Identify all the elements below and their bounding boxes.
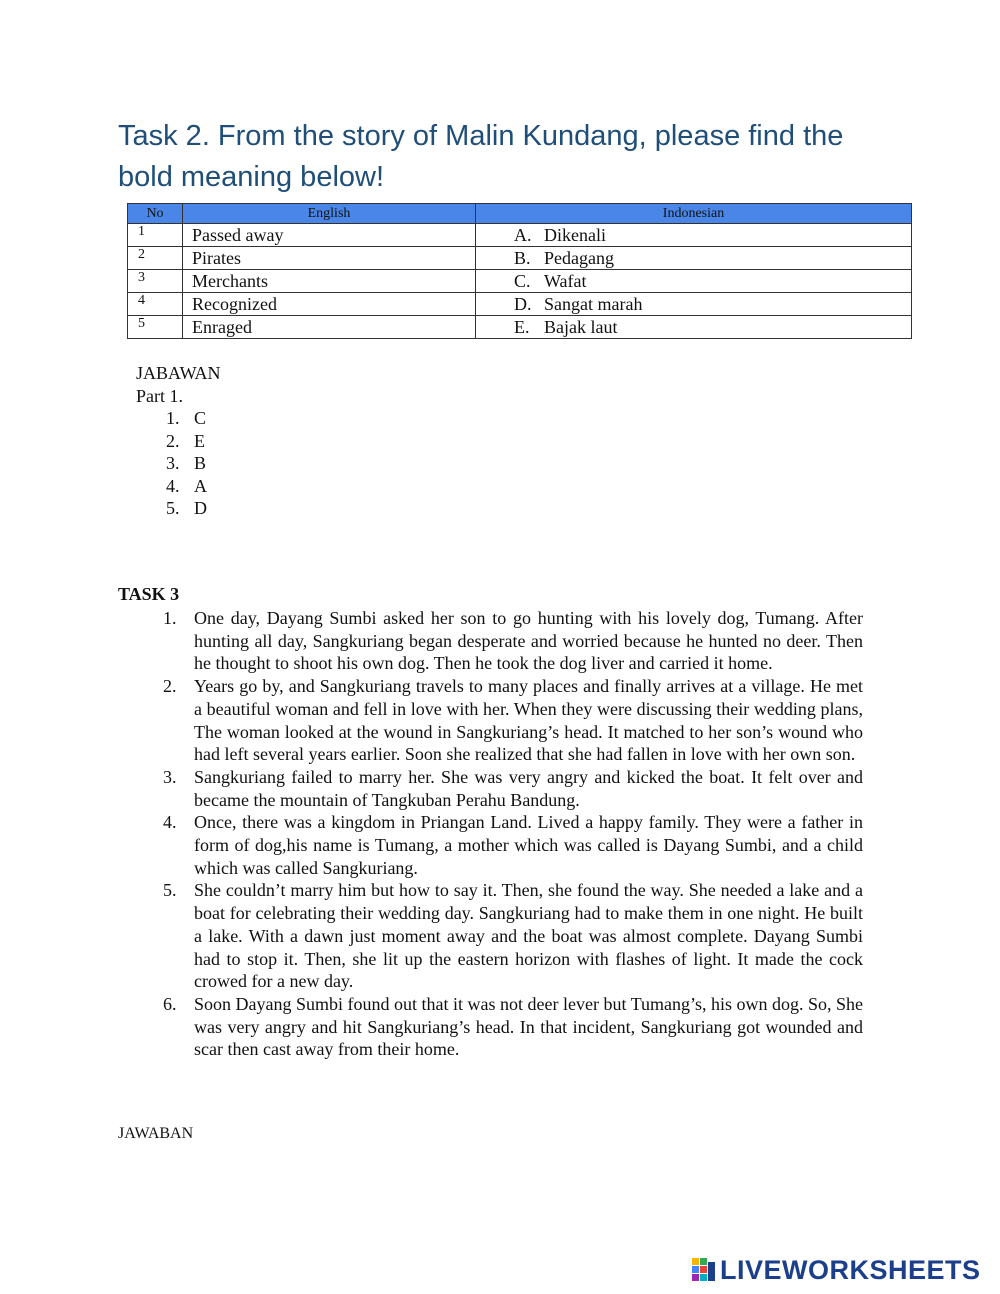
column-header-indonesian: Indonesian (476, 204, 912, 224)
vocabulary-table (127, 203, 912, 339)
answer-list (136, 407, 221, 520)
answers-section (136, 362, 221, 520)
answer-value: E (194, 430, 205, 451)
blocks-icon (692, 1258, 716, 1282)
answer-number: 5. (166, 498, 180, 518)
english-word: Merchants (183, 270, 476, 293)
row-number: 5 (128, 316, 183, 339)
indonesian-option (476, 293, 912, 316)
english-word: Recognized (183, 293, 476, 316)
answer-number: 3. (166, 453, 180, 473)
answers-heading: JABAWAN (136, 363, 221, 383)
option-letter: D. (514, 293, 532, 314)
item-text: One day, Dayang Sumbi asked her son to go hunting with his lovely dog, Tumang. After hunting all day, Sangkuriang began desperate and worried because he hunted no deer. Then he thought to shoot his own dog. Then he took the dog liver and carried it home. (194, 608, 863, 674)
task3-answer-label: JAWABAN (118, 1125, 194, 1142)
list-item (163, 675, 863, 766)
table-row (128, 316, 912, 339)
column-header-english: English (183, 204, 476, 224)
answer-value: B (194, 453, 207, 473)
indonesian-option (476, 270, 912, 293)
english-word: Pirates (183, 247, 476, 270)
table-row (128, 270, 912, 293)
logo-text: LIVEWORKSHEETS (720, 1254, 981, 1285)
answer-number: 1. (166, 408, 180, 428)
indonesian-option (476, 247, 912, 270)
option-text: Dikenali (544, 224, 606, 245)
list-item (163, 607, 863, 675)
row-number: 1 (128, 224, 183, 247)
item-text: Once, there was a kingdom in Priangan Land. Lived a happy family. They were a father in form of dog,his name is Tumang, a mother which was called is Dayang Sumbi, and a child which was called Sangkuriang. (194, 812, 863, 878)
task2-title: Task 2. From the story of Malin Kundang, please find the bold meaning below! (118, 120, 844, 193)
answer-value: D (194, 498, 207, 518)
list-item (163, 993, 863, 1061)
item-number: 3. (163, 766, 177, 787)
item-number: 2. (163, 676, 177, 697)
item-number: 6. (163, 993, 177, 1014)
indonesian-option (476, 316, 912, 339)
part-label: Part 1. (136, 385, 183, 406)
item-text: Soon Dayang Sumbi found out that it was not deer lever but Tumang’s, his own dog. So, She was very angry and hit Sangkuriang’s head. In that incident, Sangkuriang got wounded and scar then cast away from their home. (194, 993, 863, 1060)
row-number: 2 (128, 247, 183, 270)
indonesian-option (476, 224, 912, 247)
table-row (128, 224, 912, 247)
answer-value: A (194, 475, 207, 496)
english-word: Passed away (183, 224, 476, 247)
answer-number: 2. (166, 430, 180, 451)
option-text: Bajak laut (544, 316, 618, 337)
item-number: 1. (163, 608, 177, 628)
table-header-row (128, 204, 912, 224)
answer-value: C (194, 408, 207, 428)
list-item (163, 879, 863, 993)
option-letter: A. (514, 224, 532, 245)
item-number: 5. (163, 880, 177, 901)
list-item (136, 452, 221, 475)
table-row (128, 247, 912, 270)
task3-heading: TASK 3 (118, 584, 180, 604)
english-word: Enraged (183, 316, 476, 339)
row-number: 4 (128, 293, 183, 316)
list-item (163, 766, 863, 811)
list-item (136, 497, 221, 520)
table-row (128, 293, 912, 316)
option-letter: B. (514, 247, 531, 268)
answer-number: 4. (166, 475, 180, 496)
option-text: Wafat (544, 270, 587, 291)
liveworksheets-logo (692, 1255, 981, 1285)
list-item (163, 811, 863, 879)
item-text: Sangkuriang failed to marry her. She was very angry and kicked the boat. It felt over and became the mountain of Tangkuban Perahu Bandung. (194, 766, 863, 810)
row-number: 3 (128, 270, 183, 293)
option-letter: C. (514, 270, 531, 291)
story-sentence-list (163, 607, 863, 1061)
item-text: Years go by, and Sangkuriang travels to many places and finally arrives at a village. He met a beautiful woman and fell in love with her. When they were discussing their wedding plans, The woman looked at the wound in Sangkuriang’s head. It matched to her son’s wound who had left several years earlier. Soon she realized that she had fallen in love with her own son. (194, 676, 863, 765)
list-item (136, 475, 221, 498)
item-text: She couldn’t marry him but how to say it. Then, she found the way. She needed a lake and a boat for celebrating their wedding day. Sangkuriang had to make them in one night. He built a lake. With a dawn just moment away and the boat was almost complete. Dayang Sumbi had to stop it. Then, she lit up the eastern horizon with flashes of light. It made the cock crowed for a new day. (194, 880, 863, 992)
column-header-no: No (128, 204, 183, 224)
list-item (136, 407, 221, 430)
list-item (136, 430, 221, 453)
option-letter: E. (514, 316, 530, 337)
option-text: Pedagang (544, 247, 614, 268)
option-text: Sangat marah (544, 293, 643, 314)
item-number: 4. (163, 812, 177, 833)
